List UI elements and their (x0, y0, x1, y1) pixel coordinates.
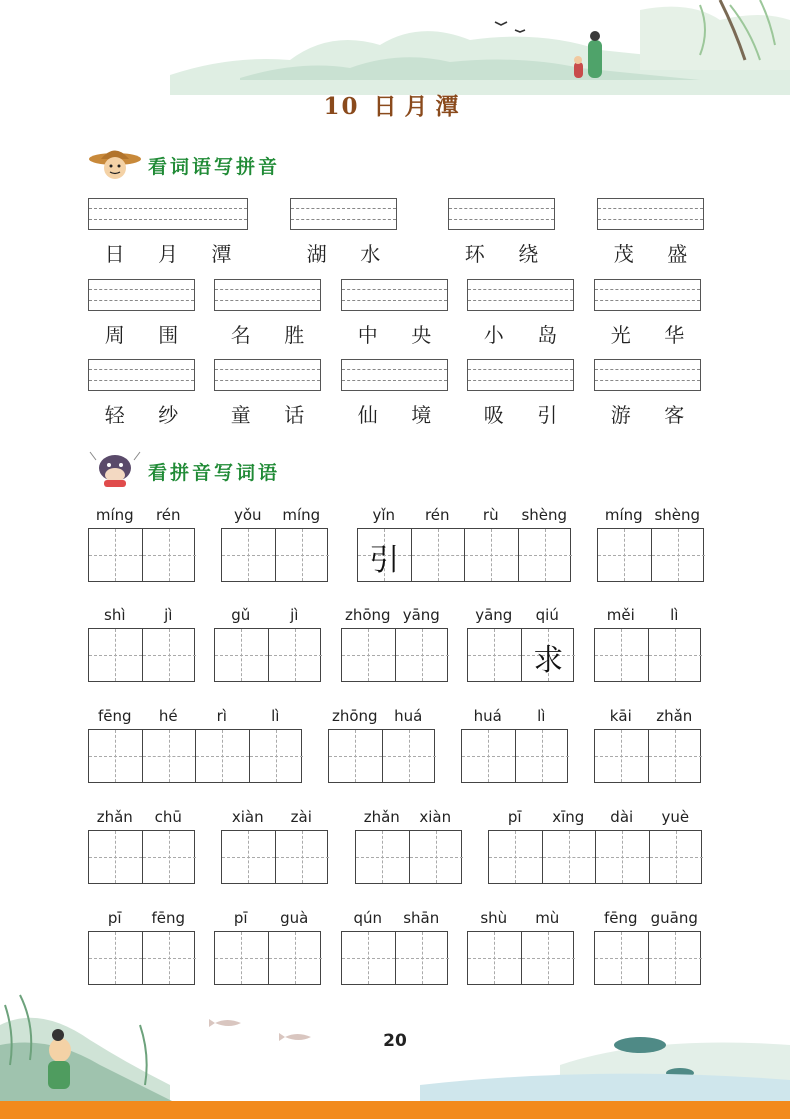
word-character: 境 (411, 403, 432, 427)
handwritten-answer: 引 (369, 543, 400, 578)
word-character: 游 (610, 403, 631, 427)
word-character: 绕 (518, 242, 539, 266)
pinyin-label: xiàn (231, 808, 264, 826)
pinyin-answer-box[interactable] (594, 279, 701, 311)
bottom-accent-bar (0, 1101, 790, 1119)
character-cell[interactable] (522, 932, 576, 984)
word-character: 童 (230, 403, 251, 427)
pinyin-answer-box[interactable] (290, 198, 397, 230)
mascot-cow-icon (88, 450, 142, 488)
character-cell[interactable] (412, 529, 466, 581)
writing-grid (594, 628, 701, 682)
pinyin-label: jì (164, 606, 173, 624)
writing-grid (88, 931, 195, 985)
pinyin-label: qiú (535, 606, 559, 624)
pinyin-answer-box[interactable] (214, 359, 321, 391)
character-cell[interactable] (595, 629, 649, 681)
pinyin-label: pī (233, 909, 248, 927)
character-cell[interactable] (342, 629, 396, 681)
word-character: 茂 (613, 242, 634, 266)
pinyin-label: míng (282, 506, 321, 524)
pinyin-label: rì (216, 707, 227, 725)
pinyin-label: kāi (609, 707, 632, 725)
pinyin-label: shù (480, 909, 508, 927)
character-cell[interactable] (465, 529, 519, 581)
word-character: 仙 (357, 403, 378, 427)
character-cell[interactable] (649, 730, 703, 782)
word-character: 潭 (211, 242, 232, 266)
writing-grid (341, 931, 448, 985)
character-cell[interactable] (358, 529, 412, 581)
character-cell[interactable] (143, 629, 197, 681)
character-cell[interactable] (250, 730, 304, 782)
pinyin-label: hé (158, 707, 178, 725)
writing-grid (221, 528, 328, 582)
character-cell[interactable] (269, 932, 323, 984)
pinyin-label: lì (670, 606, 679, 624)
writing-grid (594, 729, 701, 783)
writing-grid (221, 830, 328, 884)
pinyin-answer-box[interactable] (467, 279, 574, 311)
writing-grid (88, 830, 195, 884)
pinyin-label: lì (271, 707, 280, 725)
character-cell[interactable] (396, 932, 450, 984)
word-character: 中 (357, 323, 378, 347)
lesson-number: 10 (323, 93, 360, 120)
character-cell[interactable] (329, 730, 383, 782)
writing-grid (88, 528, 195, 582)
vocabulary-word (88, 319, 195, 347)
word-character: 环 (464, 242, 485, 266)
writing-grid (214, 628, 321, 682)
pinyin-label: zhǎn (363, 808, 400, 826)
pinyin-label: yāng (402, 606, 440, 624)
word-character: 光 (610, 323, 631, 347)
word-character: 盛 (667, 242, 688, 266)
pinyin-label: yāng (475, 606, 513, 624)
character-cell[interactable] (543, 831, 597, 883)
page-number: 20 (383, 1031, 407, 1051)
pinyin-label: zhǎn (656, 707, 693, 725)
word-character: 轻 (104, 403, 125, 427)
pinyin-label: zhōng (344, 606, 391, 624)
word-character: 日 (104, 242, 125, 266)
writing-grid (461, 729, 568, 783)
pinyin-answer-box[interactable] (88, 198, 248, 230)
character-cell[interactable] (143, 932, 197, 984)
character-cell[interactable] (89, 932, 143, 984)
character-cell[interactable] (196, 730, 250, 782)
pinyin-label: yǐn (372, 506, 396, 524)
character-cell[interactable] (143, 730, 197, 782)
pinyin-label: huá (394, 707, 423, 725)
pinyin-label: fēng (151, 909, 186, 927)
vocabulary-word (88, 399, 195, 427)
landscape-illustration-top (0, 0, 790, 95)
character-cell[interactable] (269, 629, 323, 681)
character-cell[interactable] (143, 831, 197, 883)
word-character: 客 (664, 403, 685, 427)
writing-grid (488, 830, 702, 884)
character-cell[interactable] (383, 730, 437, 782)
pinyin-label: lì (537, 707, 546, 725)
pinyin-answer-box[interactable] (594, 359, 701, 391)
vocabulary-word (594, 399, 701, 427)
character-cell[interactable] (222, 831, 276, 883)
pinyin-answer-box[interactable] (88, 279, 195, 311)
character-cell[interactable] (276, 529, 330, 581)
pinyin-label: zhǎn (96, 808, 133, 826)
vocabulary-word (448, 238, 555, 266)
section-heading-text: 看词语写拼音 (148, 156, 281, 178)
character-cell[interactable] (342, 932, 396, 984)
pinyin-answer-box[interactable] (597, 198, 704, 230)
character-cell[interactable] (89, 529, 143, 581)
pinyin-label: shān (403, 909, 440, 927)
word-character: 水 (360, 242, 381, 266)
word-character: 岛 (537, 323, 558, 347)
character-cell[interactable] (595, 730, 649, 782)
word-character: 华 (664, 323, 685, 347)
handwritten-answer: 求 (533, 643, 564, 678)
riverbank-illustration-bottom (0, 985, 790, 1119)
character-cell[interactable] (652, 529, 706, 581)
character-cell[interactable] (649, 932, 703, 984)
pinyin-label: pī (507, 808, 522, 826)
vocabulary-word (88, 238, 248, 266)
pinyin-label: yuè (661, 808, 690, 826)
pinyin-answer-box[interactable] (467, 359, 574, 391)
character-cell[interactable] (396, 629, 450, 681)
pinyin-label: shèng (521, 506, 568, 524)
vocabulary-word (214, 319, 321, 347)
section-heading-text: 看拼音写词语 (148, 462, 281, 484)
character-cell[interactable] (516, 730, 570, 782)
character-cell[interactable] (595, 932, 649, 984)
character-cell[interactable] (468, 629, 522, 681)
word-character: 吸 (483, 403, 504, 427)
word-character: 话 (284, 403, 305, 427)
pinyin-label: míng (95, 506, 134, 524)
pinyin-label: guà (280, 909, 309, 927)
pinyin-answer-box[interactable] (448, 198, 555, 230)
pinyin-label: rén (155, 506, 181, 524)
word-character: 央 (411, 323, 432, 347)
pinyin-label: shèng (654, 506, 701, 524)
pinyin-label: shì (104, 606, 126, 624)
writing-grid (357, 528, 571, 582)
pinyin-label: rén (424, 506, 450, 524)
writing-grid (467, 628, 574, 682)
writing-grid (467, 931, 574, 985)
pinyin-label: míng (604, 506, 643, 524)
pinyin-label: fēng (97, 707, 132, 725)
character-cell[interactable] (468, 932, 522, 984)
writing-grid (328, 729, 435, 783)
pinyin-label: dài (610, 808, 634, 826)
pinyin-label: pī (107, 909, 122, 927)
pinyin-label: gǔ (231, 606, 251, 624)
pinyin-label: xiàn (419, 808, 452, 826)
pinyin-answer-box[interactable] (88, 359, 195, 391)
word-character: 围 (158, 323, 179, 347)
pinyin-answer-box[interactable] (341, 279, 448, 311)
writing-grid (594, 931, 701, 985)
vocabulary-word (341, 399, 448, 427)
word-character: 周 (104, 323, 125, 347)
character-cell[interactable] (356, 831, 410, 883)
lesson-name: 日月潭 (373, 93, 467, 120)
character-cell[interactable] (649, 629, 703, 681)
vocabulary-word (594, 319, 701, 347)
pinyin-label: rù (482, 506, 499, 524)
pinyin-label: mù (535, 909, 560, 927)
character-cell[interactable] (143, 529, 197, 581)
word-character: 小 (483, 323, 504, 347)
character-cell[interactable] (596, 831, 650, 883)
character-cell[interactable] (89, 730, 143, 782)
vocabulary-word (214, 399, 321, 427)
pinyin-label: yǒu (233, 506, 262, 524)
pinyin-label: guāng (650, 909, 698, 927)
character-cell[interactable] (89, 629, 143, 681)
vocabulary-word (467, 399, 574, 427)
character-cell[interactable] (650, 831, 704, 883)
pinyin-answer-box[interactable] (214, 279, 321, 311)
pinyin-answer-box[interactable] (341, 359, 448, 391)
character-cell[interactable] (410, 831, 464, 883)
writing-grid (355, 830, 462, 884)
character-cell[interactable] (462, 730, 516, 782)
word-character: 胜 (284, 323, 305, 347)
character-cell[interactable] (522, 629, 576, 681)
mascot-icon (88, 144, 142, 182)
pinyin-label: qún (353, 909, 383, 927)
character-cell[interactable] (215, 629, 269, 681)
character-cell[interactable] (222, 529, 276, 581)
pinyin-label: zài (290, 808, 312, 826)
writing-grid (341, 628, 448, 682)
writing-grid (597, 528, 704, 582)
character-cell[interactable] (489, 831, 543, 883)
pinyin-label: měi (606, 606, 635, 624)
character-cell[interactable] (215, 932, 269, 984)
character-cell[interactable] (519, 529, 573, 581)
word-character: 月 (158, 242, 178, 266)
character-cell[interactable] (89, 831, 143, 883)
writing-grid (214, 931, 321, 985)
writing-grid (88, 628, 195, 682)
character-cell[interactable] (598, 529, 652, 581)
writing-grid (88, 729, 302, 783)
pinyin-label: fēng (603, 909, 638, 927)
pinyin-label: xīng (552, 808, 585, 826)
pinyin-label: jì (290, 606, 299, 624)
vocabulary-word (597, 238, 704, 266)
word-character: 纱 (158, 403, 179, 427)
character-cell[interactable] (276, 831, 330, 883)
vocabulary-word (290, 238, 397, 266)
word-character: 湖 (306, 242, 327, 266)
vocabulary-word (341, 319, 448, 347)
vocabulary-word (467, 319, 574, 347)
lesson-title (0, 88, 790, 121)
word-character: 名 (230, 323, 251, 347)
pinyin-label: chū (154, 808, 182, 826)
pinyin-label: zhōng (331, 707, 378, 725)
pinyin-label: huá (473, 707, 502, 725)
word-character: 引 (537, 403, 558, 427)
